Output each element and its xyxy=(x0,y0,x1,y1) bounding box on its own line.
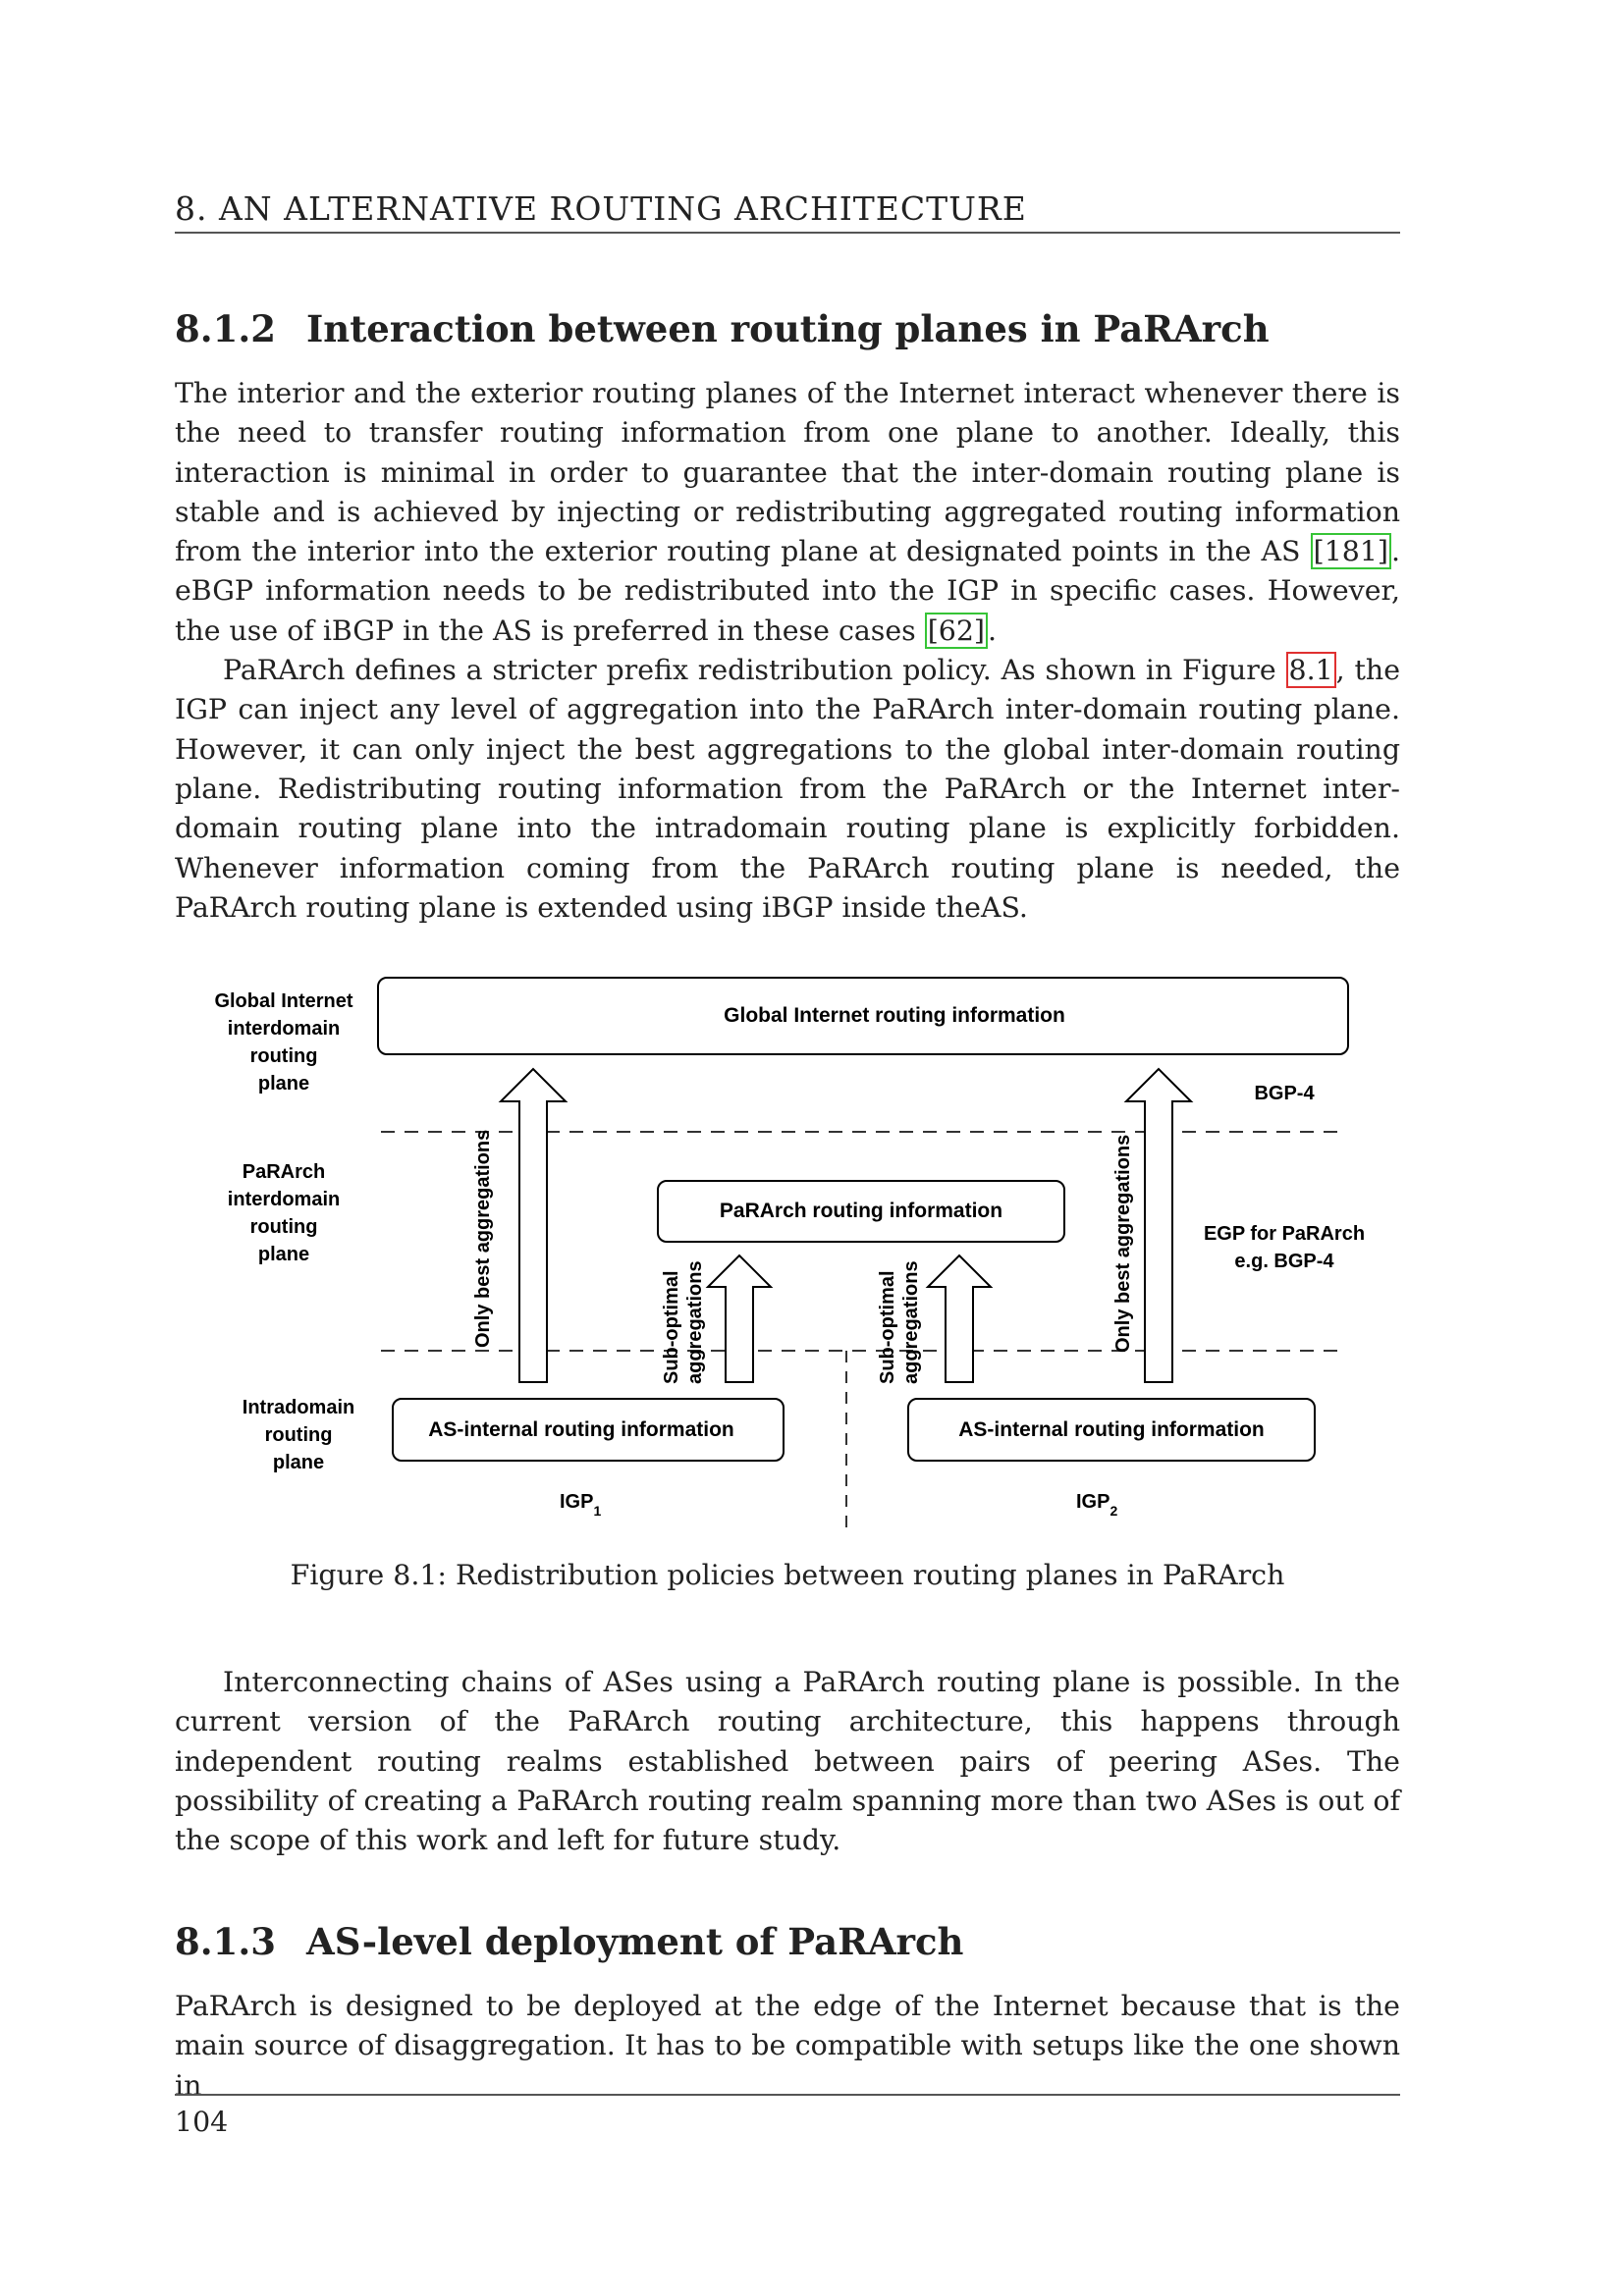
paragraph-4: PaRArch is designed to be deployed at the edge of the Internet because that is the main source of disaggregation. It has to be compatible with setups like the one shown in xyxy=(175,1990,1400,2102)
section-number: 8.1.3 xyxy=(175,1920,276,1963)
plane-label-pararch-line-2: interdomain xyxy=(227,1189,341,1210)
section-heading-8-1-3 xyxy=(175,1920,1400,1963)
label-igp2 xyxy=(1076,1491,1117,1519)
section-title: AS-level deployment of PaRArch xyxy=(306,1920,964,1963)
paragraph-2-text-b: , the IGP can inject any level of aggregation into the PaRArch inter-domain routing plane. However, it can only inject the best aggregations to the global inter-domain routing plane. Redistributing routing information from the PaRArch or the Internet inter-domain routing plane into the intradomain routing plane is explicitly forbidden. Whenever information coming from the PaRArch routing plane is needed, the PaRArch routing plane is extended using iBGP inside theAS. xyxy=(175,654,1400,924)
figure-8-1-diagram xyxy=(175,962,1400,1531)
body-text-lower xyxy=(175,1987,1400,2106)
box-pararch-label: PaRArch routing information xyxy=(719,1200,1003,1222)
label-egp-line-2: e.g. BGP-4 xyxy=(1234,1251,1334,1272)
arrow-suboptimal-2 xyxy=(928,1255,991,1382)
label-igp1 xyxy=(560,1491,601,1519)
label-igp2-main: IGP xyxy=(1076,1491,1110,1513)
section-number: 8.1.2 xyxy=(175,307,276,350)
paragraph-1-text-b: . eBGP information needs to be redistributed into the IGP in specific cases. However, the use of iBGP in the AS is preferred in these cases xyxy=(175,535,1400,647)
arrow-suboptimal-2-line-2: aggregations xyxy=(900,1260,922,1384)
running-head: 8. AN ALTERNATIVE ROUTING ARCHITECTURE xyxy=(175,189,1027,228)
plane-label-pararch-line-1: PaRArch xyxy=(242,1161,326,1183)
paragraph-2 xyxy=(175,651,1400,928)
paragraph-1 xyxy=(175,374,1400,651)
plane-label-global-line-3: routing xyxy=(249,1045,318,1067)
page-number: 104 xyxy=(175,2106,229,2138)
label-igp1-subscript: 1 xyxy=(593,1503,602,1519)
section-heading-8-1-2 xyxy=(175,307,1400,350)
paragraph-2-text-a: PaRArch defines a stricter prefix redistribution policy. As shown in Figure xyxy=(223,654,1286,687)
arrow-suboptimal-1 xyxy=(708,1255,771,1382)
body-text-middle xyxy=(175,1663,1400,1860)
arrow-best-aggregations-1 xyxy=(501,1069,566,1382)
plane-label-intra-line-1: Intradomain xyxy=(242,1397,355,1418)
box-as-internal-1-label: AS-internal routing information xyxy=(428,1418,734,1441)
plane-label-pararch-line-4: plane xyxy=(257,1244,310,1265)
label-bgp4: BGP-4 xyxy=(1254,1083,1315,1104)
citation-link-181[interactable]: [181] xyxy=(1311,533,1391,569)
box-global-label: Global Internet routing information xyxy=(724,1004,1065,1027)
paragraph-3: Interconnecting chains of ASes using a PaRArch routing plane is possible. In the current version of the PaRArch routing architecture, this happens through independent routing realms established between pairs of peering ASes. The possibility of creating a PaRArch routing realm spanning more than two ASes is out of the scope of this work and left for future study. xyxy=(175,1666,1400,1857)
arrow-suboptimal-2-line-1: Sub-optimal xyxy=(877,1270,898,1384)
plane-label-intra-line-3: plane xyxy=(272,1452,325,1473)
label-igp2-subscript: 2 xyxy=(1110,1503,1118,1519)
arrow-suboptimal-1-line-1: Sub-optimal xyxy=(661,1270,682,1384)
plane-label-pararch-line-3: routing xyxy=(249,1216,318,1238)
arrow-suboptimal-1-line-2: aggregations xyxy=(684,1260,706,1384)
section-title: Interaction between routing planes in PaRArch xyxy=(306,307,1270,350)
figure-reference-link[interactable]: 8.1 xyxy=(1286,652,1336,688)
arrow-best-label-2: Only best aggregations xyxy=(1112,1134,1134,1353)
arrow-best-label-1: Only best aggregations xyxy=(472,1129,494,1348)
plane-label-global-line-4: plane xyxy=(257,1073,310,1095)
arrow-best-aggregations-2 xyxy=(1126,1069,1191,1382)
plane-label-intra-line-2: routing xyxy=(264,1424,333,1446)
paragraph-1-text-c: . xyxy=(988,614,998,647)
paragraph-1-text-a: The interior and the exterior routing planes of the Internet interact whenever there is the need to transfer routing information from one plane to another. Ideally, this interaction is minimal in order to guarantee that the inter-domain routing plane is stable and is achieved by injecting or redistributing aggregated routing information from the interior into the exterior routing plane at designated points in the AS xyxy=(175,377,1400,568)
citation-link-62[interactable]: [62] xyxy=(925,613,988,649)
plane-label-global-line-1: Global Internet xyxy=(214,990,353,1012)
box-as-internal-2-label: AS-internal routing information xyxy=(958,1418,1265,1441)
body-text-upper xyxy=(175,374,1400,928)
label-egp-line-1: EGP for PaRArch xyxy=(1203,1223,1366,1245)
plane-label-global-line-2: interdomain xyxy=(227,1018,341,1040)
figure-caption: Figure 8.1: Redistribution policies between routing planes in PaRArch xyxy=(290,1559,1285,1591)
label-igp1-main: IGP xyxy=(560,1491,594,1513)
header-rule xyxy=(175,232,1400,234)
footer-rule xyxy=(175,2094,1400,2096)
